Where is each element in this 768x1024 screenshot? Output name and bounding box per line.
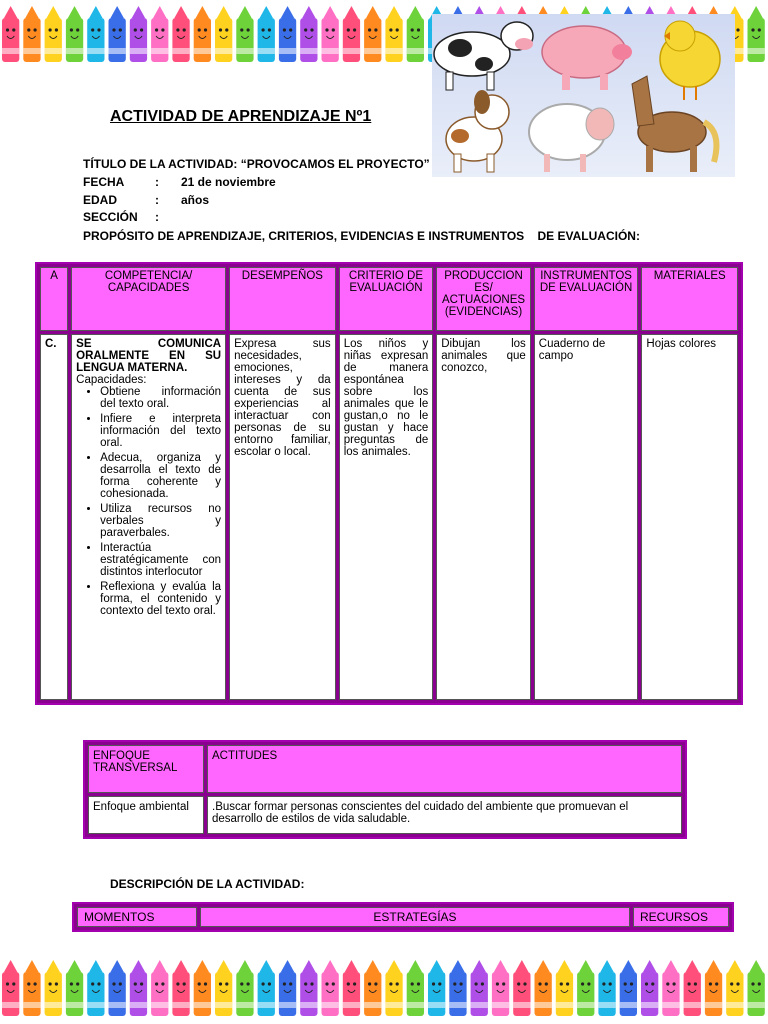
purpose-heading: PROPÓSITO DE APRENDIZAJE, CRITERIOS, EVIDENCIAS E INSTRUMENTOS DE EVALUACIÓN: [83, 229, 640, 243]
header-desempenos: DESEMPEÑOS [229, 267, 336, 331]
crayon-icon [45, 6, 62, 62]
crayon-icon [471, 960, 488, 1016]
crayon-icon [748, 6, 765, 62]
crayon-icon [705, 960, 722, 1016]
enfoque-label: Enfoque ambiental [88, 796, 204, 834]
horse-icon [632, 76, 716, 172]
description-heading: DESCRIPCIÓN DE LA ACTIVIDAD: [110, 877, 305, 891]
fecha-value: 21 de noviembre [181, 175, 276, 189]
crayon-icon [662, 960, 679, 1016]
crayon-icon [109, 6, 126, 62]
crayon-decoration [0, 958, 768, 1020]
crayon-icon [258, 6, 275, 62]
crayon-icon [492, 960, 509, 1016]
table-header-row [88, 745, 682, 793]
evidence-cell: Dibujan los animales que conozco, [436, 334, 531, 700]
instrument-cell: Cuaderno de campo [534, 334, 639, 700]
crayon-icon [130, 6, 147, 62]
learning-purpose-table [35, 262, 743, 705]
crayon-icon [66, 6, 83, 62]
header-momentos: MOMENTOS [77, 907, 197, 927]
crayon-icon [641, 960, 658, 1016]
crayon-icon [598, 960, 615, 1016]
crayon-icon [279, 6, 296, 62]
crayon-icon [407, 960, 424, 1016]
crayon-icon [151, 6, 168, 62]
crayon-icon [535, 960, 552, 1016]
crayon-icon [194, 6, 211, 62]
edad-value: años [181, 193, 210, 207]
enfoque-transversal-table [83, 740, 687, 839]
table-row [40, 334, 738, 700]
crayon-icon [513, 960, 530, 1016]
competence-cell [71, 334, 226, 700]
crayon-icon [300, 960, 317, 1016]
crayon-icon [45, 960, 62, 1016]
crayon-icon [322, 960, 339, 1016]
header-materiales: MATERIALES [641, 267, 738, 331]
seccion-label: SECCIÓN [83, 210, 138, 224]
header-enfoque: ENFOQUE TRANSVERSAL [88, 745, 204, 793]
activity-title: TÍTULO DE LA ACTIVIDAD: “PROVOCAMOS EL PROYECTO” [83, 157, 430, 171]
header-actitudes: ACTITUDES [207, 745, 682, 793]
colon: : [155, 210, 159, 224]
table-header-row [40, 267, 738, 331]
crayon-icon [151, 960, 168, 1016]
capacities-label: Capacidades: [76, 374, 147, 386]
crayon-icon [556, 960, 573, 1016]
dog-icon [446, 90, 509, 172]
crayon-icon [364, 960, 381, 1016]
moments-table [72, 902, 734, 932]
colon: : [155, 175, 159, 189]
seccion-row [83, 210, 181, 224]
list-item: • Interactúa estratégicamente con distintos interlocutor [100, 542, 221, 578]
crayon-icon [236, 6, 253, 62]
list-item: • Reflexiona y evalúa la forma, el contenido y contexto del texto oral. [100, 581, 221, 617]
header-criterio: CRITERIO DE EVALUACIÓN [339, 267, 434, 331]
table-header-row [77, 907, 729, 927]
header-competencia: COMPETENCIA/ CAPACIDADES [71, 267, 226, 331]
criteria-cell: Los niños y niñas expresan de manera espontánea sobre los animales que le gustan,o no le gustan y hace preguntas de los animales. [339, 334, 434, 700]
header-instrumentos: INSTRUMENTOS DE EVALUACIÓN [534, 267, 639, 331]
crayon-icon [449, 960, 466, 1016]
crayon-icon [2, 6, 19, 62]
crayon-icon [726, 960, 743, 1016]
crayon-icon [428, 960, 445, 1016]
crayon-icon [385, 960, 402, 1016]
crayon-icon [2, 960, 19, 1016]
list-item: • Infiere e interpreta información del texto oral. [100, 413, 221, 449]
list-item: • Obtiene información del texto oral. [100, 386, 221, 410]
sheep-icon [529, 104, 614, 172]
crayon-icon [172, 960, 189, 1016]
header-area: A [40, 267, 68, 331]
capacities-list [76, 386, 221, 617]
crayon-icon [748, 960, 765, 1016]
crayon-icon [300, 6, 317, 62]
crayon-icon [109, 960, 126, 1016]
fecha-label: FECHA [83, 175, 125, 189]
farm-animals-illustration [432, 14, 735, 177]
edad-row [83, 193, 209, 207]
page-title: ACTIVIDAD DE APRENDIZAJE Nº1 [110, 108, 372, 125]
bottom-crayon-border [0, 958, 768, 1020]
materials-cell: Hojas colores [641, 334, 738, 700]
fecha-row [83, 175, 276, 189]
list-item: • Utiliza recursos no verbales y paraverbales. [100, 503, 221, 539]
crayon-icon [66, 960, 83, 1016]
header-recursos: RECURSOS [633, 907, 729, 927]
enfoque-value: .Buscar formar personas conscientes del cuidado del ambiente que promuevan el desarrollo de estilos de vida saludable. [207, 796, 682, 834]
crayon-icon [194, 960, 211, 1016]
area-cell: C. [40, 334, 68, 700]
chick-icon [660, 21, 720, 100]
crayon-icon [385, 6, 402, 62]
crayon-icon [364, 6, 381, 62]
crayon-icon [87, 960, 104, 1016]
list-item: • Adecua, organiza y desarrolla el texto de forma coherente y cohesionada. [100, 452, 221, 500]
crayon-icon [23, 960, 40, 1016]
table-row [88, 796, 682, 834]
crayon-icon [343, 6, 360, 62]
crayon-icon [236, 960, 253, 1016]
crayon-icon [258, 960, 275, 1016]
crayon-icon [87, 6, 104, 62]
crayon-icon [215, 960, 232, 1016]
crayon-icon [23, 6, 40, 62]
crayon-icon [407, 6, 424, 62]
crayon-icon [130, 960, 147, 1016]
colon: : [155, 193, 159, 207]
edad-label: EDAD [83, 193, 118, 207]
crayon-icon [577, 960, 594, 1016]
header-producciones: PRODUCCION ES/ ACTUACIONES (EVIDENCIAS) [436, 267, 531, 331]
crayon-icon [279, 960, 296, 1016]
competence-text: SE COMUNICA ORALMENTE EN SU LENGUA MATERNA. [76, 338, 222, 374]
crayon-icon [172, 6, 189, 62]
cow-icon [434, 22, 533, 90]
crayon-icon [620, 960, 637, 1016]
crayon-icon [684, 960, 701, 1016]
header-estrategias: ESTRATEGÍAS [200, 907, 630, 927]
crayon-icon [215, 6, 232, 62]
crayon-icon [322, 6, 339, 62]
pig-icon [542, 26, 632, 90]
crayon-icon [343, 960, 360, 1016]
performance-cell: Expresa sus necesidades, emociones, intereses y da cuenta de sus experiencias al interactuar con personas de su entorno familiar, escolar o local. [229, 334, 336, 700]
